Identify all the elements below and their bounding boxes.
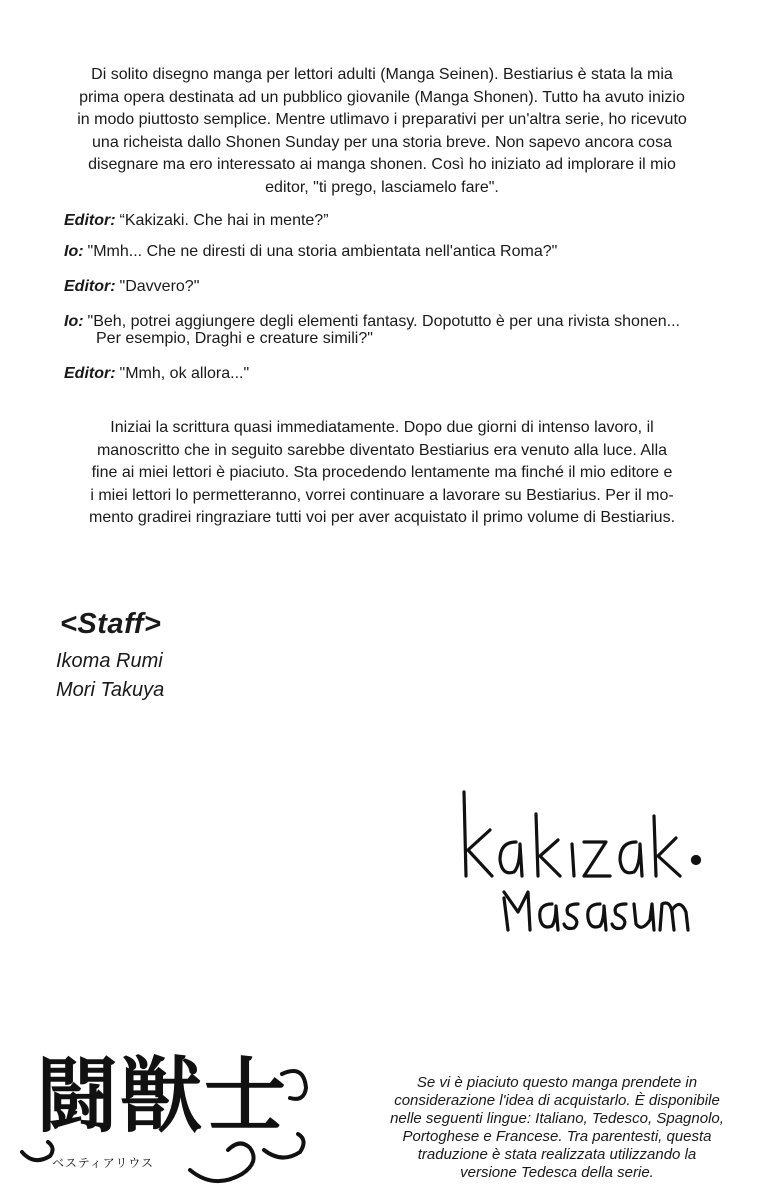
staff-name: Ikoma Rumi (56, 650, 163, 672)
intro-line: editor, "ti prego, lasciamelo fare". (265, 178, 499, 196)
speaker-label: Io: (64, 313, 84, 330)
dialogue-text: "Mmh... Che ne diresti di una storia ambientata nell'antica Roma?" (87, 243, 558, 260)
outro-line: mento gradirei ringraziare tutti voi per aver acquistato il primo volume di Bestiarius. (88, 509, 676, 526)
dialogue-line (64, 212, 754, 229)
intro-line: in modo piuttosto semplice. Mentre utlimavo i preparativi per un'altra serie, ho ricevuto (77, 111, 687, 128)
dialogue-text: "Mmh, ok allora..." (119, 365, 250, 382)
staff-credits (56, 608, 164, 705)
logo-kanji: 闘獣士 (36, 1048, 289, 1144)
outro-line: i miei lettori lo permetteranno, vorrei continuare a lavorare su Bestiarius. Per il mo- (90, 486, 674, 504)
intro-paragraph (40, 64, 724, 199)
note-line: considerazione l'idea di acquistarlo. È disponibile (394, 1092, 720, 1109)
dialogue-text: "Beh, potrei aggiungere degli elementi fantasy. Dopotutto è per una rivista shonen... (87, 313, 680, 330)
note-line: versione Tedesca della serie. (460, 1164, 654, 1181)
intro-line: prima opera destinata ad un pubblico giovanile (Manga Shonen). Tutto ha avuto inizio (79, 88, 685, 106)
dialogue-text-continued: Per esempio, Draghi e creature simili?" (96, 330, 373, 347)
dialogue-line (64, 313, 754, 347)
outro-line: manoscritto che in seguito sarebbe diventato Bestiarius era venuto alla luce. Alla (96, 441, 668, 459)
note-line: nelle seguenti lingue: Italiano, Tedesco, Spagnolo, (390, 1110, 724, 1127)
dialogue-block (64, 212, 754, 396)
speaker-label: Editor: (64, 212, 116, 229)
dialogue-line (64, 278, 754, 295)
speaker-label: Editor: (64, 278, 116, 295)
support-note (370, 1074, 744, 1182)
dialogue-text: "Davvero?" (119, 278, 200, 295)
note-line: traduzione è stata realizzata utilizzando la (417, 1146, 697, 1163)
outro-line: fine ai miei lettori è piaciuto. Sta procedendo lentamente ma finché il mio editore e (91, 464, 673, 481)
outro-paragraph (40, 417, 724, 530)
author-signature (450, 780, 710, 940)
dialogue-text: “Kakizaki. Che hai in mente?” (119, 212, 329, 229)
staff-title: <Staff> (60, 608, 162, 640)
note-line: Se vi è piaciuto questo manga prendete in (416, 1074, 698, 1091)
intro-line: disegnare ma ero interessato ai manga shonen. Così ho iniziato ad implorare il mio (88, 156, 676, 173)
speaker-label: Editor: (64, 365, 116, 382)
bestiarius-logo (14, 1040, 314, 1190)
note-line: Portoghese e Francese. Tra parentesti, questa (402, 1128, 712, 1145)
dialogue-line (64, 243, 754, 260)
outro-line: Iniziai la scrittura quasi immediatamente. Dopo due giorni di intenso lavoro, il (110, 419, 654, 436)
intro-line: Di solito disegno manga per lettori adulti (Manga Seinen). Bestiarius è stata la mia (91, 66, 673, 83)
speaker-label: Io: (64, 243, 84, 260)
dialogue-line (64, 365, 754, 382)
staff-name: Mori Takuya (56, 679, 165, 701)
logo-katakana: ベスティアリウス (52, 1156, 154, 1170)
intro-line: una richeista dallo Shonen Sunday per una storia breve. Non sapevo ancora cosa (92, 133, 672, 151)
